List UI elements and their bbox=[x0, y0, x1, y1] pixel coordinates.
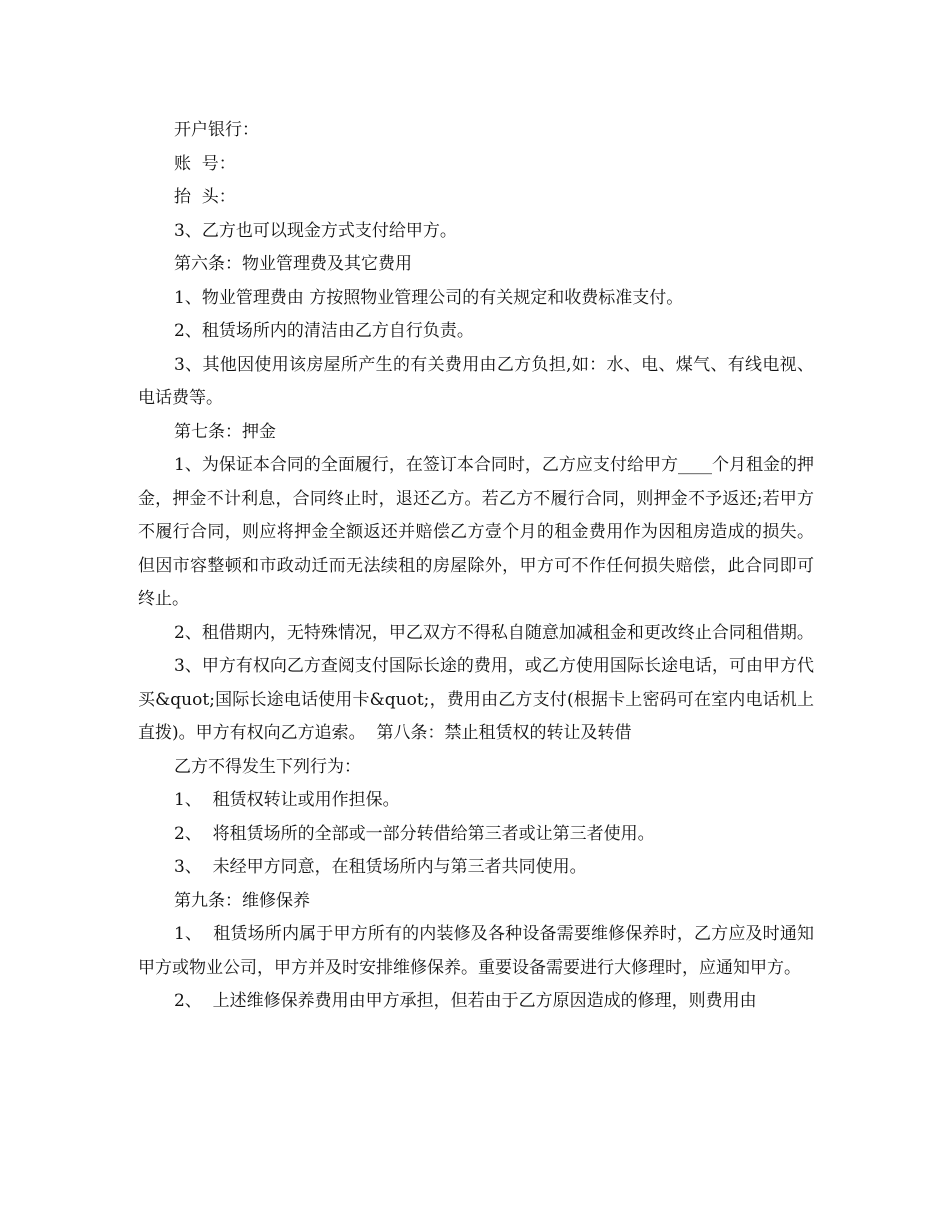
payee-label: 抬 头： bbox=[174, 187, 236, 207]
paragraph: 2、租借期内，无特殊情况，甲乙双方不得私自随意加减租金和更改终止合同租借期。 bbox=[174, 622, 814, 643]
section-heading: 第六条：物业管理费及其它费用 bbox=[174, 254, 412, 274]
list-item: 3、 未经甲方同意，在租赁场所内与第三者共同使用。 bbox=[174, 857, 587, 877]
paragraph: 3、其他因使用该房屋所产生的有关费用由乙方负担,如：水、电、煤气、有线电视、电话费等。 bbox=[138, 354, 814, 408]
list-item: 2、 上述维修保养费用由甲方承担，但若由于乙方原因造成的修理，则费用由 bbox=[174, 991, 757, 1011]
list-item: 2、 将租赁场所的全部或一部分转借给第三者或让第三者使用。 bbox=[174, 823, 655, 844]
list-item: 1、 租赁权转让或用作担保。 bbox=[174, 790, 400, 810]
paragraph: 3、乙方也可以现金方式支付给甲方。 bbox=[174, 220, 457, 241]
paragraph: 3、甲方有权向乙方查阅支付国际长途的费用，或乙方使用国际长途电话，可由甲方代买&quot;国际长途电话使用卡&quot;，费用由乙方支付(根据卡上密码可在室内电话机上直拨)。甲方有权向乙方追索。 第八条：禁止租赁权的转让及转借 bbox=[138, 656, 814, 743]
bank-label: 开户银行： bbox=[174, 120, 259, 140]
paragraph: 1、为保证本合同的全面履行，在签订本合同时，乙方应支付给甲方____个月租金的押金，押金不计利息，合同终止时，退还乙方。若乙方不履行合同，则押金不予返还;若甲方不履行合同，则应将押金全额返还并赔偿乙方壹个月的租金费用作为因租房造成的损失。但因市容整顿和市政动迁而无法续租的房屋除外，甲方可不作任何损失赔偿，此合同即可终止。 bbox=[138, 455, 814, 609]
account-label: 账 号： bbox=[174, 153, 236, 174]
paragraph: 1、物业管理费由 方按照物业管理公司的有关规定和收费标准支付。 bbox=[174, 287, 684, 308]
section-heading: 第九条：维修保养 bbox=[174, 890, 310, 911]
document-body bbox=[138, 114, 814, 1019]
list-item: 1、 租赁场所内属于甲方所有的内装修及各种设备需要维修保养时，乙方应及时通知甲方或物业公司，甲方并及时安排维修保养。重要设备需要进行大修理时，应通知甲方。 bbox=[138, 924, 814, 978]
paragraph: 2、租赁场所内的清洁由乙方自行负责。 bbox=[174, 321, 474, 341]
section-heading: 第七条：押金 bbox=[174, 421, 276, 442]
paragraph: 乙方不得发生下列行为： bbox=[174, 756, 361, 777]
